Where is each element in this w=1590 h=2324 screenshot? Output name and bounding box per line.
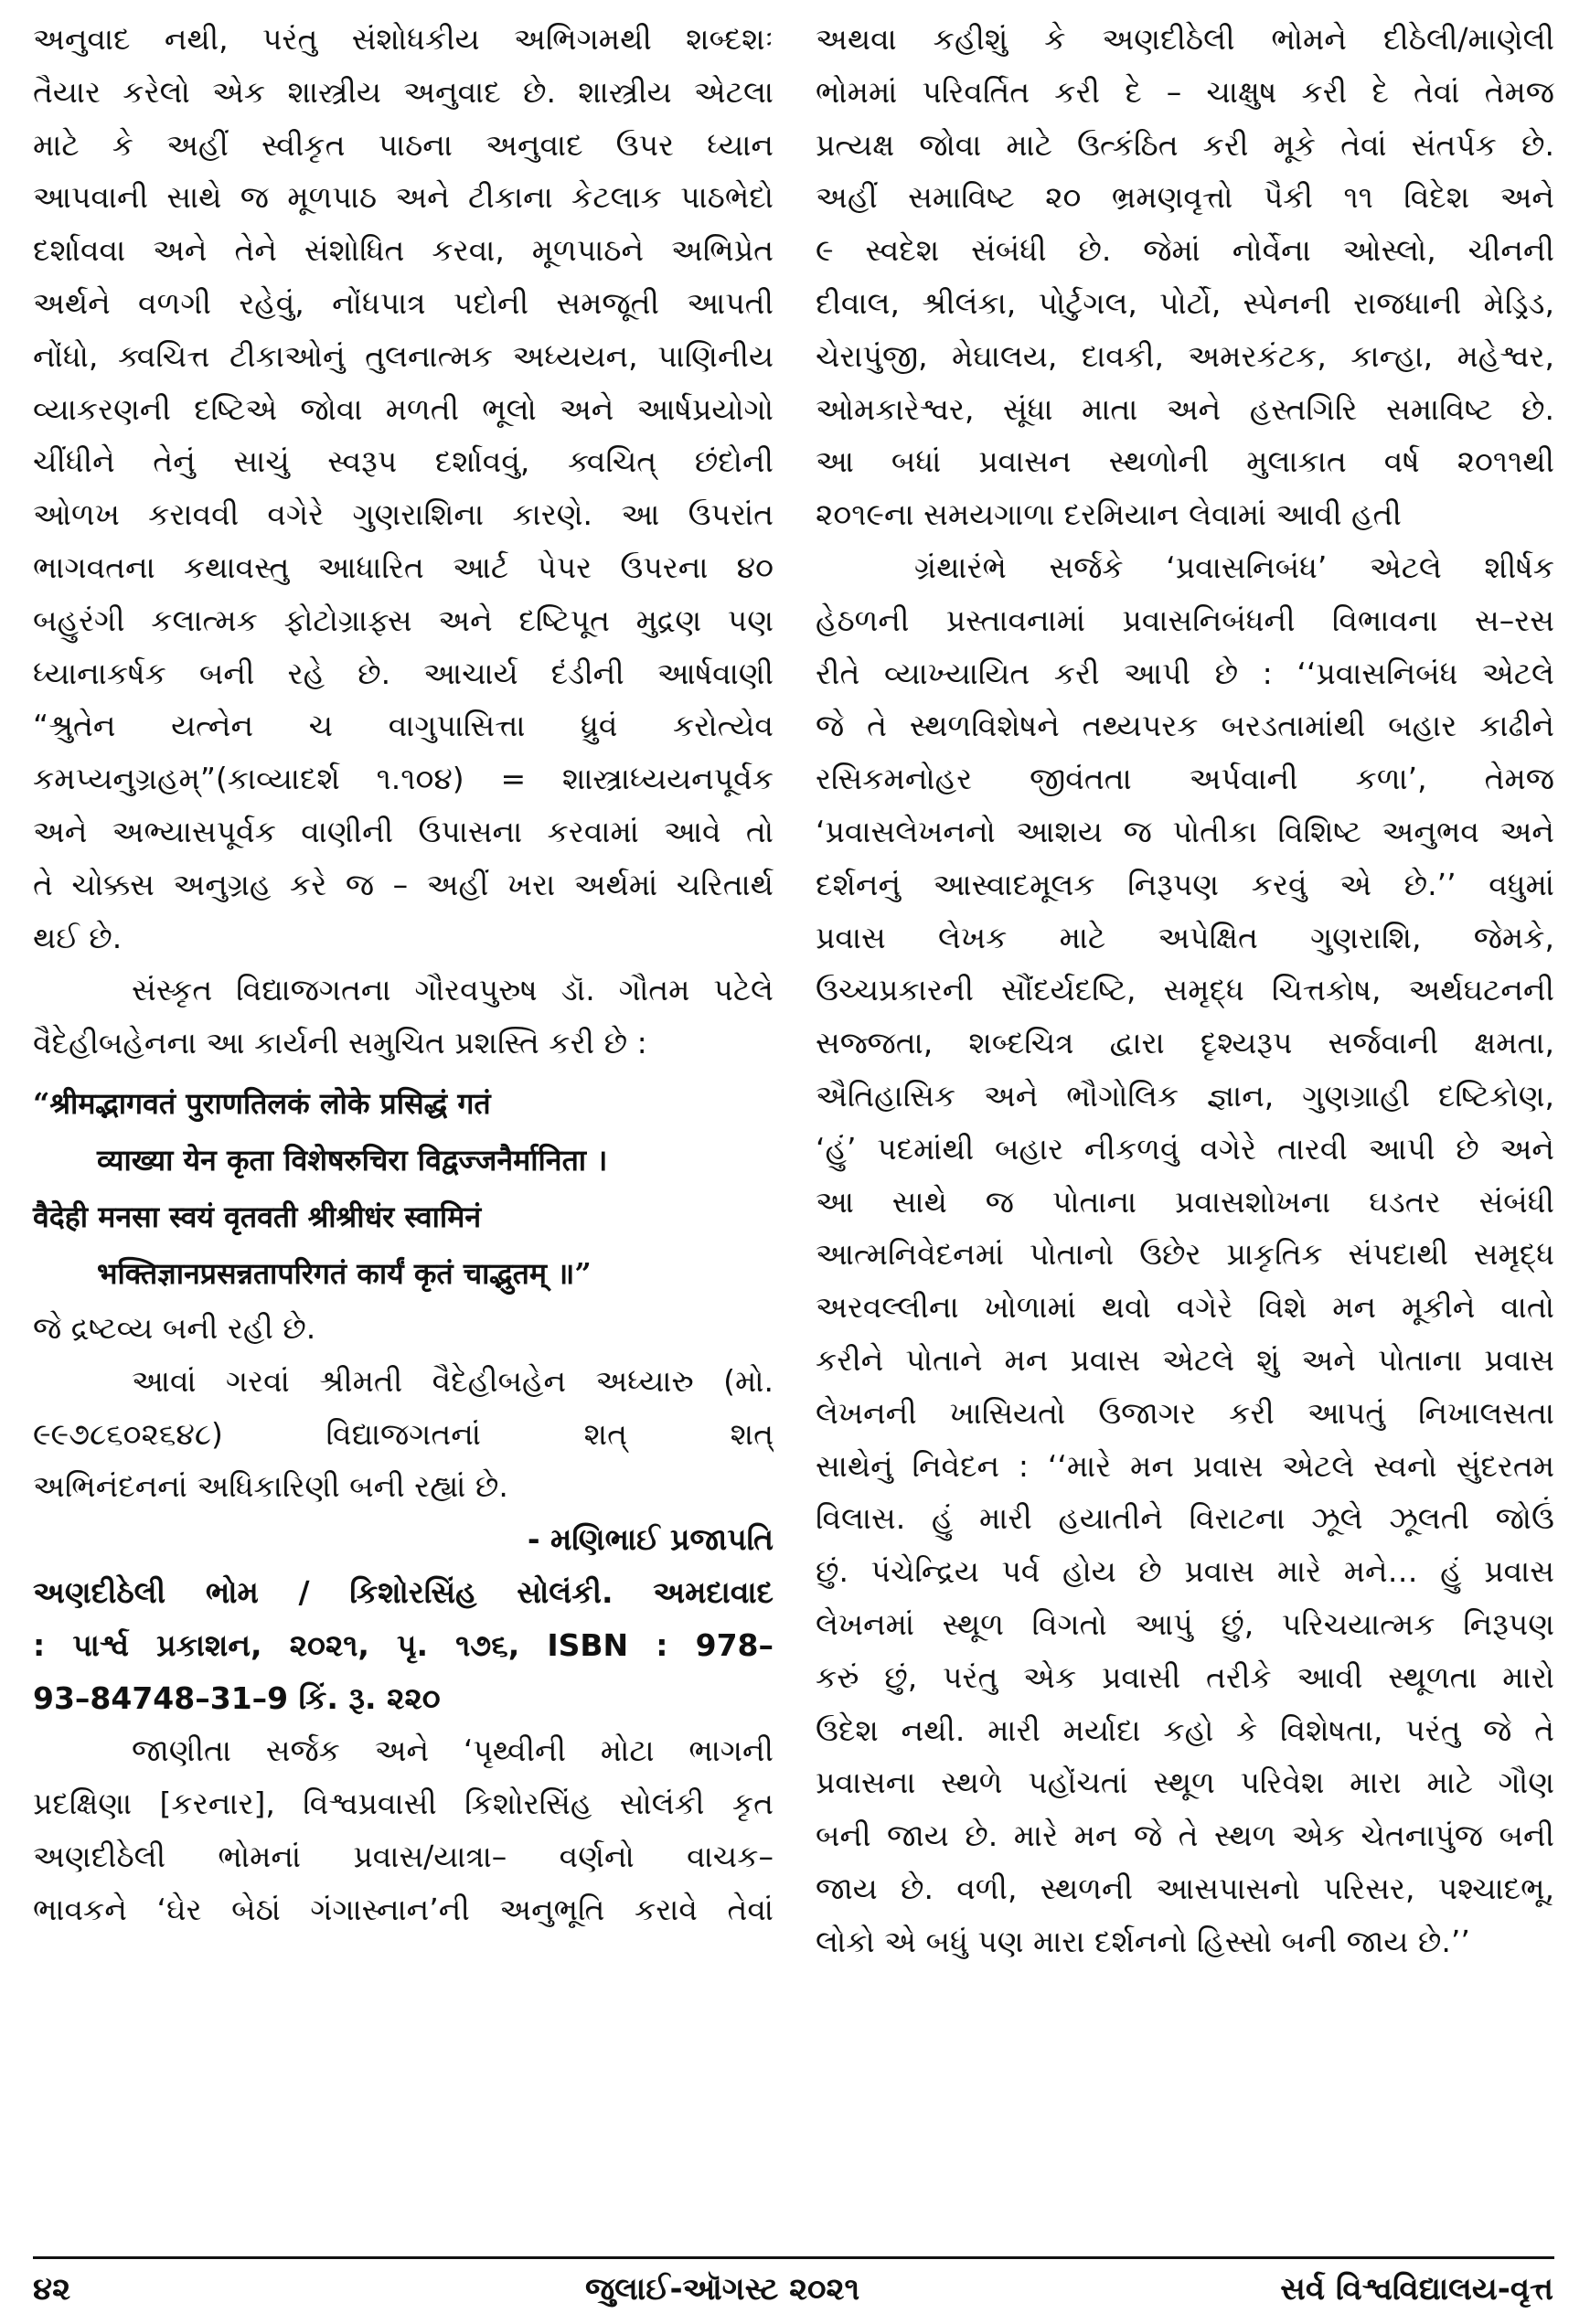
text-line: રીતે વ્યાખ્યાયિત કરી આપી છે : ‘‘પ્રવાસનિબંધ એટલે bbox=[816, 655, 1554, 691]
review-paragraph-6 bbox=[816, 541, 1554, 1968]
text-line: ‘હું’ પદમાંથી બહાર નીકળવું વગેરે તારવી આપી છે અને bbox=[816, 1130, 1554, 1167]
text-line: ચેરાપુંજી, મેઘાલય, દાવકી, અમરકંટક, કાન્હા, મહેશ્વર, bbox=[816, 337, 1554, 374]
text-line: આત્મનિવેદનમાં પોતાનો ઉછેર પ્રાકૃતિક સંપદાથી સમૃદ્ધ bbox=[816, 1236, 1554, 1273]
text-line: કમપ્યનુગ્રહમ્”(કાવ્યાદર્શ ૧.૧૦૪) = શાસ્ત્રાધ્યયનપૂર્વક bbox=[33, 761, 774, 797]
text-line: લેખનની ખાસિયતો ઉજાગર કરી આપતું નિખાલસતા bbox=[816, 1394, 1554, 1431]
review-paragraph-2 bbox=[33, 964, 774, 1070]
text-line: ભાગવતના કથાવસ્તુ આધારિત આર્ટ પેપર ઉપરના ૪૦ bbox=[33, 549, 774, 585]
text-line: અહીં સમાવિષ્ટ ૨૦ ભ્રમણવૃત્તો પૈકી ૧૧ વિદેશ અને bbox=[816, 179, 1554, 216]
book-heading bbox=[33, 1566, 774, 1724]
text-line: લોકો એ બધું પણ મારા દર્શનનો હિસ્સો બની જાય છે.’’ bbox=[816, 1923, 1470, 1959]
text-line: ભોમમાં પરિવર્તિત કરી દે – ચાક્ષુષ કરી દે તેવાં તેમજ bbox=[816, 73, 1554, 110]
text-line: કરું છું, પરંતુ એક પ્રવાસી તરીકે આવી સ્થૂળતા મારો bbox=[816, 1658, 1554, 1695]
text-line: ઓળખ કરાવવી વગેરે ગુણરાશિના કારણે. આ ઉપરાંત bbox=[33, 496, 774, 533]
verse-line: “श्रीमद्भागवतं पुराणतिलकं लोके प्रसिद्धं गतं bbox=[33, 1085, 491, 1121]
footer-divider bbox=[33, 2256, 1554, 2259]
sanskrit-verse bbox=[33, 1075, 774, 1302]
text-line: તે ચોક્કસ અનુગ્રહ કરે જ – અહીં ખરા અર્થમાં ચરિતાર્થ bbox=[33, 866, 774, 902]
book-heading-line: અણદીઠેલી ભોમ / કિશોરસિંહ સોલંકી. અમદાવાદ bbox=[33, 1573, 774, 1610]
text-line: “શ્રુતેન યત્નેન ચ વાગુપાસિત્તા ધ્રુવં કરોત્યેવ bbox=[33, 708, 774, 744]
text-line: છું. પંચેન્દ્રિય પર્વ હોય છે પ્રવાસ મારે મને… હું પ્રવાસ bbox=[816, 1553, 1554, 1590]
review-paragraph-1 bbox=[33, 13, 774, 964]
text-line: અણદીઠેલી ભોમનાં પ્રવાસ/યાત્રા– વર્ણનો વાચક– bbox=[33, 1838, 774, 1874]
text-line: આ બધાં પ્રવાસન સ્થળોની મુલાકાત વર્ષ ૨૦૧૧થી bbox=[816, 443, 1554, 480]
verse-line: भक्तिज्ञानप्रसन्नतापरिगतं कार्यं कृतं चाद्भुतम् ॥” bbox=[97, 1255, 592, 1291]
text-line: દર્શનનું આસ્વાદમૂલક નિરૂપણ કરવું એ છે.’’ વધુમાં bbox=[816, 866, 1554, 902]
text-line: રસિકમનોહર જીવંતતા અર્પવાની કળા’, તેમજ bbox=[816, 761, 1554, 797]
text-line: સંસ્કૃત વિદ્યાજગતના ગૌરવપુરુષ ડૉ. ગૌતમ પટેલે bbox=[132, 972, 774, 1008]
text-line: અરવલ્લીના ખોળામાં થવો વગેરે વિશે મન મૂકીને વાતો bbox=[816, 1289, 1554, 1326]
reviewer-signature: - મણિભાઈ પ્રજાપતિ bbox=[527, 1521, 774, 1558]
book-heading-line: 93–84748–31–9 કિં. રૂ. ૨૨૦ bbox=[33, 1679, 441, 1716]
text-line: સાથેનું નિવેદન : ‘‘મારે મન પ્રવાસ એટલે સ્વનો સુંદરતમ bbox=[816, 1447, 1554, 1484]
text-line: થઈ છે. bbox=[33, 919, 123, 955]
issue-date: જુલાઈ-ઑગસ્ટ ૨૦૨૧ bbox=[585, 2271, 860, 2308]
text-line: કરીને પોતાને મન પ્રવાસ એટલે શું અને પોતાના પ્રવાસ bbox=[816, 1341, 1554, 1378]
verse-line: वैदेही मनसा स्वयं वृतवती श्रीश्रीधंर स्वामिनं bbox=[33, 1199, 482, 1234]
text-line: ગ્રંથારંભે સર્જકે ‘પ્રવાસનિબંધ’ એટલે શીર્ષક bbox=[914, 549, 1554, 585]
text-line: માટે કે અહીં સ્વીકૃત પાઠના અનુવાદ ઉપર ધ્યાન bbox=[33, 126, 774, 163]
text-line: પ્રવાસ લેખક માટે અપેક્ષિત ગુણરાશિ, જેમકે, bbox=[816, 919, 1554, 955]
text-line: પ્રદક્ષિણા [કરનાર], વિશ્વપ્રવાસી કિશોરસિંહ સોલંકી કૃત bbox=[33, 1786, 774, 1822]
text-line: બહુરંગી કલાત્મક ફોટોગ્રાફ્સ અને દષ્ટિપૂત મુદ્રણ પણ bbox=[33, 602, 774, 638]
book-heading-line: : પાર્શ્વ પ્રકાશન, ૨૦૨૧, પૃ. ૧૭૬, ISBN : 978– bbox=[33, 1626, 774, 1663]
text-line: ઓમકારેશ્વર, સૂંધા માતા અને હસ્તગિરિ સમાવિષ્ટ છે. bbox=[816, 390, 1554, 427]
text-line: જે દ્રષ્ટવ્ય બની રહી છે. bbox=[33, 1309, 316, 1346]
text-line: બની જાય છે. મારે મન જે તે સ્થળ એક ચેતનાપુંજ બની bbox=[816, 1818, 1554, 1854]
review-paragraph-4 bbox=[33, 1724, 774, 1935]
text-line: હેઠળની પ્રસ્તાવનામાં પ્રવાસનિબંધની વિભાવના સ–રસ bbox=[816, 602, 1554, 638]
text-line: વૈદેહીબહેનના આ કાર્યની સમુચિત પ્રશસ્તિ કરી છે : bbox=[33, 1025, 647, 1061]
text-line: વ્યાકરણની દષ્ટિએ જોવા મળતી ભૂલો અને આર્ષપ્રયોગો bbox=[33, 390, 774, 427]
journal-name: સર્વ વિશ્વવિદ્યાલય-વૃત્ત bbox=[1280, 2271, 1553, 2308]
left-column bbox=[33, 13, 774, 1936]
text-line: અને અભ્યાસપૂર્વક વાણીની ઉપાસના કરવામાં આવે તો bbox=[33, 813, 774, 849]
text-line: ઉદેશ નથી. મારી મર્યાદા કહો કે વિશેષતા, પરંતુ જે તે bbox=[816, 1711, 1554, 1748]
text-line: લેખનમાં સ્થૂળ વિગતો આપું છું, પરિચયાત્મક નિરૂપણ bbox=[816, 1605, 1554, 1642]
text-line: આ સાથે જ પોતાના પ્રવાસશોખના ઘડતર સંબંધી bbox=[816, 1183, 1554, 1220]
text-line: ૨૦૧૯ના સમયગાળા દરમિયાન લેવામાં આવી હતી bbox=[816, 496, 1402, 533]
text-line: તૈયાર કરેલો એક શાસ્ત્રીય અનુવાદ છે. શાસ્ત્રીય એટલા bbox=[33, 73, 774, 110]
text-line: ‘પ્રવાસલેખનનો આશય જ પોતીકા વિશિષ્ટ અનુભવ અને bbox=[816, 813, 1554, 849]
page-number: ૪૨ bbox=[33, 2271, 71, 2308]
text-line: જે તે સ્થળવિશેષને તથ્યપરક બરડતામાંથી બહાર કાઢીને bbox=[816, 708, 1554, 744]
text-line: ધ્યાનાકર્ષક બની રહે છે. આચાર્ય દંડીની આર્ષવાણી bbox=[33, 655, 774, 691]
text-line: વિલાસ. હું મારી હયાતીને વિરાટના ઝૂલે ઝૂલતી જોઉં bbox=[816, 1500, 1554, 1537]
review-paragraph-5 bbox=[816, 13, 1554, 541]
text-line: આપવાની સાથે જ મૂળપાઠ અને ટીકાના કેટલાક પાઠભેદો bbox=[33, 179, 774, 216]
text-line: દર્શાવવા અને તેને સંશોધિત કરવા, મૂળપાઠને અભિપ્રેત bbox=[33, 232, 774, 269]
text-line: દીવાલ, શ્રીલંકા, પોર્ટુગલ, પોર્ટો, સ્પેનની રાજધાની મેડ્રિડ, bbox=[816, 284, 1554, 321]
review-paragraph-3 bbox=[33, 1355, 774, 1513]
text-line: અનુવાદ નથી, પરંતુ સંશોધકીય અભિગમથી શબ્દશઃ bbox=[33, 21, 774, 57]
text-line: પ્રત્યક્ષ જોવા માટે ઉત્કંઠિત કરી મૂકે તેવાં સંતર્પક છે. bbox=[816, 126, 1554, 163]
text-line: ૯ સ્વદેશ સંબંધી છે. જેમાં નોર્વેના ઓસ્લો, ચીનની bbox=[816, 232, 1554, 269]
text-line: ઉચ્ચપ્રકારની સૌંદર્યદષ્ટિ, સમૃદ્ધ ચિત્તકોષ, અર્થઘટનની bbox=[816, 972, 1554, 1008]
text-line: સજ્જતા, શબ્દચિત્ર દ્વારા દૃશ્યરૂપ સર્જવાની ક્ષમતા, bbox=[816, 1025, 1554, 1061]
text-line: પ્રવાસના સ્થળે પહોંચતાં સ્થૂળ પરિવેશ મારા માટે ગૌણ bbox=[816, 1764, 1554, 1801]
text-line: નોંધો, ક્વચિત્ત ટીકાઓનું તુલનાત્મક અધ્યયન, પાણિનીય bbox=[33, 337, 774, 374]
text-line: ઐતિહાસિક અને ભૌગોલિક જ્ઞાન, ગુણગ્રાહી દષ્ટિકોણ, bbox=[816, 1077, 1554, 1114]
text-line: ચીંધીને તેનું સાચું સ્વરૂપ દર્શાવવું, ક્વચિત્ છંદોની bbox=[33, 443, 774, 480]
text-line: અથવા કહીશું કે અણદીઠેલી ભોમને દીઠેલી/માણેલી bbox=[816, 21, 1554, 57]
text-line: જાય છે. વળી, સ્થળની આસપાસનો પરિસર, પશ્ચાદભૂ, bbox=[816, 1870, 1554, 1906]
right-column bbox=[816, 13, 1554, 1967]
text-line: આવાં ગરવાં શ્રીમતી વૈદેહીબહેન અધ્યારુ (મો. bbox=[132, 1362, 774, 1399]
text-line: અર્થને વળગી રહેવું, નોંધપાત્ર પદોની સમજૂતી આપતી bbox=[33, 284, 774, 321]
text-line: અભિનંદનનાં અધિકારિણી બની રહ્યાં છે. bbox=[33, 1468, 508, 1505]
text-line: ૯૯૭૮૬૦૨૬૪૮) વિદ્યાજગતનાં શત્ શત્ bbox=[33, 1415, 774, 1452]
verse-line: व्याख्या येन कृता विशेषरुचिरा विद्वज्जनैर्मानिता । bbox=[97, 1142, 608, 1178]
text-line: ભાવકને ‘ઘેર બેઠાં ગંગાસ્નાન’ની અનુભૂતિ કરાવે તેવાં bbox=[33, 1891, 774, 1927]
text-line: જાણીતા સર્જક અને ‘પૃથ્વીની મોટા ભાગની bbox=[132, 1732, 774, 1769]
